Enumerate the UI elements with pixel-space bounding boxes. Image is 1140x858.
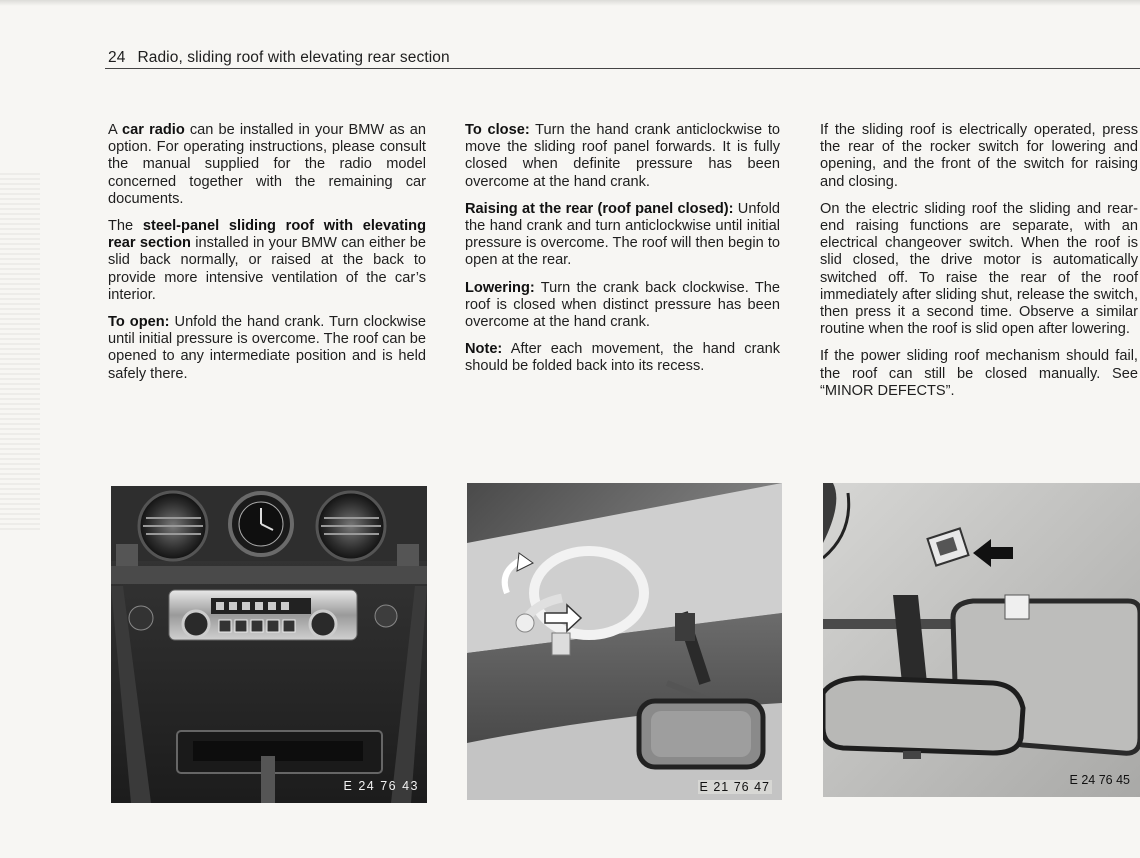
figure-label: E 21 76 47 [699,780,770,794]
page-number: 24 [108,49,126,66]
bold-term: To open: [108,314,170,331]
text-run: If the power sliding roof mechanism should fail, the roof can still be closed manually. See “MINOR DEFECTS”. [820,348,1138,399]
hand-crank-illustration [467,483,782,800]
text-run: After each movement, the hand crank should be folded back into its recess. [465,341,780,375]
column1-paragraph-2 [108,218,426,304]
text-run: Turn the hand crank anticlockwise to move the sliding roof panel forwards. It is fully closed when definite pressure has been overcome at the hand crank. [465,122,780,190]
text-run: installed in your BMW can either be slid back normally, or raised at the back to provide more intensive ventilation of the car’s interior. [108,235,426,303]
column2-paragraph-1 [465,122,780,191]
text-column-2 [465,122,780,386]
scan-top-edge [0,0,1140,6]
text-run: Turn the crank back clockwise. The roof is closed when distinct pressure has been overcome at the hand crank. [465,279,780,331]
text-run: If the sliding roof is electrically operated, press the rear of the rocker switch for lowering and opening, and the front of the switch for raising and closing. [820,122,1138,190]
bold-term: Lowering: [465,279,535,296]
figure-hand-crank-photo [467,483,782,800]
text-run: Unfold the hand crank and turn anticlockwise until initial pressure is overcome. The roof will then begin to open at the rear. [465,200,780,269]
text-run: can be installed in your BMW as an option. For operating instructions, please consult the manual supplied for the radio model concerned together with the remaining car documents. [108,122,426,207]
figure-roof-switch-photo [823,483,1140,797]
bold-term: To close: [465,122,530,138]
figure-car-radio-photo [111,486,427,803]
column3-paragraph-1 [820,122,1138,191]
header-rule [105,68,1140,69]
bold-term: steel-panel sliding roof with elevating rear section [108,218,426,252]
page-header [108,49,450,67]
figure-label: E 24 76 43 [343,779,419,793]
car-radio-illustration [111,486,427,803]
text-run: The [108,218,143,235]
column1-paragraph-1 [108,122,426,208]
text-column-1 [108,122,426,393]
page-title: Radio, sliding roof with elevating rear section [137,49,450,66]
column3-paragraph-2 [820,201,1138,339]
bold-term: car radio [122,122,185,138]
roof-switch-illustration [823,483,1140,797]
column1-paragraph-3 [108,314,426,383]
column2-paragraph-3 [465,280,780,332]
column2-paragraph-2 [465,201,780,270]
text-column-3 [820,122,1138,410]
text-run: Unfold the hand crank. Turn clockwise until initial pressure is overcome. The roof can be opened to any intermediate position and is held safely there. [108,314,426,382]
text-run: A [108,122,123,138]
bold-term: Raising at the rear (roof panel closed): [465,200,734,217]
column3-paragraph-3 [820,348,1138,400]
column2-paragraph-4 [465,341,780,375]
figure-label: E 24 76 45 [1069,773,1130,787]
bold-term: Note: [465,341,503,358]
text-run: On the electric sliding roof the sliding and rear-end raising functions are separate, with an electrical changeover switch. When the roof is slid closed, the drive motor is automatically switched off. To raise the rear of the roof immediately after sliding shut, release the switch, then press it a second time. Observe a similar routine when the roof is slid open after lowering. [820,200,1138,338]
scan-edge-shading [0,170,40,530]
